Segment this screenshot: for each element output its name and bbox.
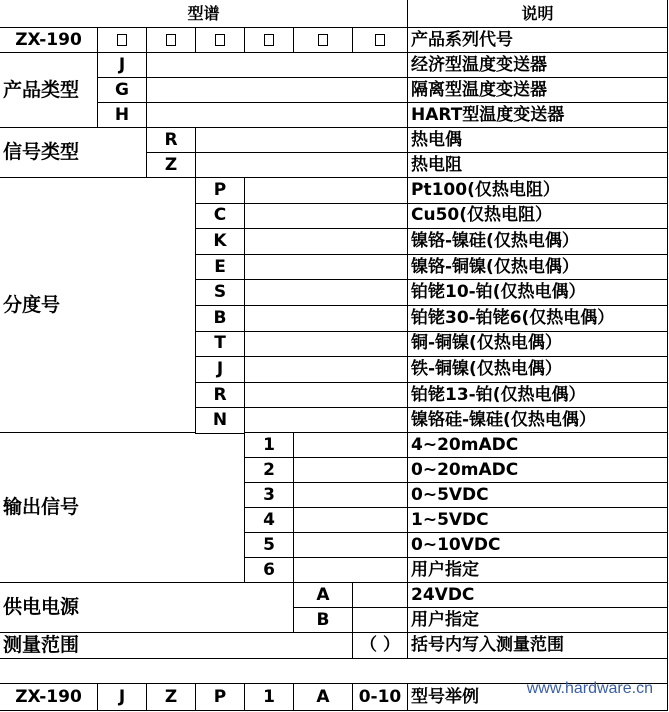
product-type-label: 产品类型 xyxy=(0,52,98,128)
blank-cell xyxy=(293,432,408,458)
product-type-desc: 隔离型温度变送器 xyxy=(407,77,668,103)
code-slot-3 xyxy=(195,27,245,53)
signal-type-desc: 热电阻 xyxy=(407,152,668,178)
blank-cell xyxy=(146,102,408,128)
graduation-code: R xyxy=(195,382,245,409)
graduation-code: E xyxy=(195,254,245,281)
power-desc: 24VDC xyxy=(407,582,668,608)
graduation-desc: 铂铑30-铂铑6(仅热电偶） xyxy=(407,305,668,332)
graduation-desc: 铜-铜镍(仅热电偶） xyxy=(407,331,668,358)
blank-cell xyxy=(293,507,408,533)
placeholder-box-icon xyxy=(117,34,127,46)
blank-cell xyxy=(146,52,408,78)
output-desc: 1~5VDC xyxy=(407,507,668,533)
example-cell: A xyxy=(293,683,353,711)
product-type-code: G xyxy=(97,77,147,103)
power-desc: 用户指定 xyxy=(407,607,668,633)
graduation-desc: 镍铬-铜镍(仅热电偶） xyxy=(407,254,668,281)
graduation-desc: Cu50(仅热电阻） xyxy=(407,203,668,230)
code-slot-4 xyxy=(244,27,294,53)
signal-type-label: 信号类型 xyxy=(0,127,147,178)
graduation-code: J xyxy=(195,356,245,383)
example-desc: 型号举例 xyxy=(407,683,668,711)
blank-cell xyxy=(293,557,408,583)
graduation-desc: 镍铬硅-镍硅(仅热电偶） xyxy=(407,407,668,434)
placeholder-box-icon xyxy=(264,34,274,46)
graduation-desc: 镍铬-镍硅(仅热电偶） xyxy=(407,228,668,255)
header-model: 型谱 xyxy=(0,0,408,28)
output-code: 4 xyxy=(244,507,294,533)
graduation-label: 分度号 xyxy=(0,177,196,433)
placeholder-box-icon xyxy=(166,34,176,46)
power-code: A xyxy=(293,582,353,608)
example-cell: ZX-190 xyxy=(0,683,98,711)
product-type-code: H xyxy=(97,102,147,128)
output-desc: 4~20mADC xyxy=(407,432,668,458)
code-slot-1 xyxy=(97,27,147,53)
output-label: 输出信号 xyxy=(0,432,245,583)
blank-cell xyxy=(293,532,408,558)
blank-cell xyxy=(244,382,408,409)
signal-type-code: R xyxy=(146,127,196,153)
blank-cell xyxy=(244,203,408,230)
series-desc: 产品系列代号 xyxy=(407,27,668,53)
blank-cell xyxy=(195,152,408,178)
blank-cell xyxy=(352,607,408,633)
placeholder-box-icon xyxy=(215,34,225,46)
graduation-desc: 铁-铜镍(仅热电偶） xyxy=(407,356,668,383)
range-desc: 括号内写入测量范围 xyxy=(407,632,668,659)
graduation-code: S xyxy=(195,279,245,306)
output-code: 2 xyxy=(244,457,294,483)
power-code: B xyxy=(293,607,353,633)
series-prefix: ZX-190 xyxy=(0,27,98,53)
output-desc: 用户指定 xyxy=(407,557,668,583)
example-cell: P xyxy=(195,683,245,711)
blank-cell xyxy=(352,582,408,608)
graduation-desc: 铂铑13-铂(仅热电偶） xyxy=(407,382,668,409)
example-cell: J xyxy=(97,683,147,711)
code-slot-6 xyxy=(352,27,408,53)
placeholder-box-icon xyxy=(318,34,328,46)
blank-cell xyxy=(146,77,408,103)
example-cell: Z xyxy=(146,683,196,711)
signal-type-code: Z xyxy=(146,152,196,178)
blank-cell xyxy=(244,279,408,306)
header-description: 说明 xyxy=(407,0,668,28)
graduation-desc: Pt100(仅热电阻） xyxy=(407,177,668,204)
blank-cell xyxy=(293,482,408,508)
blank-cell xyxy=(244,254,408,281)
code-slot-5 xyxy=(293,27,353,53)
output-code: 5 xyxy=(244,532,294,558)
example-cell: 1 xyxy=(244,683,294,711)
output-desc: 0~5VDC xyxy=(407,482,668,508)
graduation-code: B xyxy=(195,305,245,332)
product-type-code: J xyxy=(97,52,147,78)
blank-cell xyxy=(244,407,408,434)
blank-cell xyxy=(244,228,408,255)
power-label: 供电电源 xyxy=(0,582,294,633)
output-desc: 0~20mADC xyxy=(407,457,668,483)
product-type-desc: 经济型温度变送器 xyxy=(407,52,668,78)
range-label: 测量范围 xyxy=(0,632,353,659)
blank-cell xyxy=(244,177,408,204)
output-desc: 0~10VDC xyxy=(407,532,668,558)
blank-cell xyxy=(244,331,408,358)
range-code: （ ） xyxy=(352,632,408,659)
graduation-code: N xyxy=(195,407,245,434)
output-code: 6 xyxy=(244,557,294,583)
blank-cell xyxy=(195,127,408,153)
output-code: 1 xyxy=(244,432,294,458)
watermark: www.hardware.cn xyxy=(526,680,653,697)
output-code: 3 xyxy=(244,482,294,508)
graduation-desc: 铂铑10-铂(仅热电偶） xyxy=(407,279,668,306)
placeholder-box-icon xyxy=(375,34,385,46)
graduation-code: K xyxy=(195,228,245,255)
example-cell: 0-10 xyxy=(352,683,408,711)
graduation-code: C xyxy=(195,203,245,230)
blank-cell xyxy=(293,457,408,483)
product-type-desc: HART型温度变送器 xyxy=(407,102,668,128)
blank-cell xyxy=(244,305,408,332)
blank-cell xyxy=(244,356,408,383)
graduation-code: P xyxy=(195,177,245,204)
code-slot-2 xyxy=(146,27,196,53)
graduation-code: T xyxy=(195,331,245,358)
signal-type-desc: 热电偶 xyxy=(407,127,668,153)
